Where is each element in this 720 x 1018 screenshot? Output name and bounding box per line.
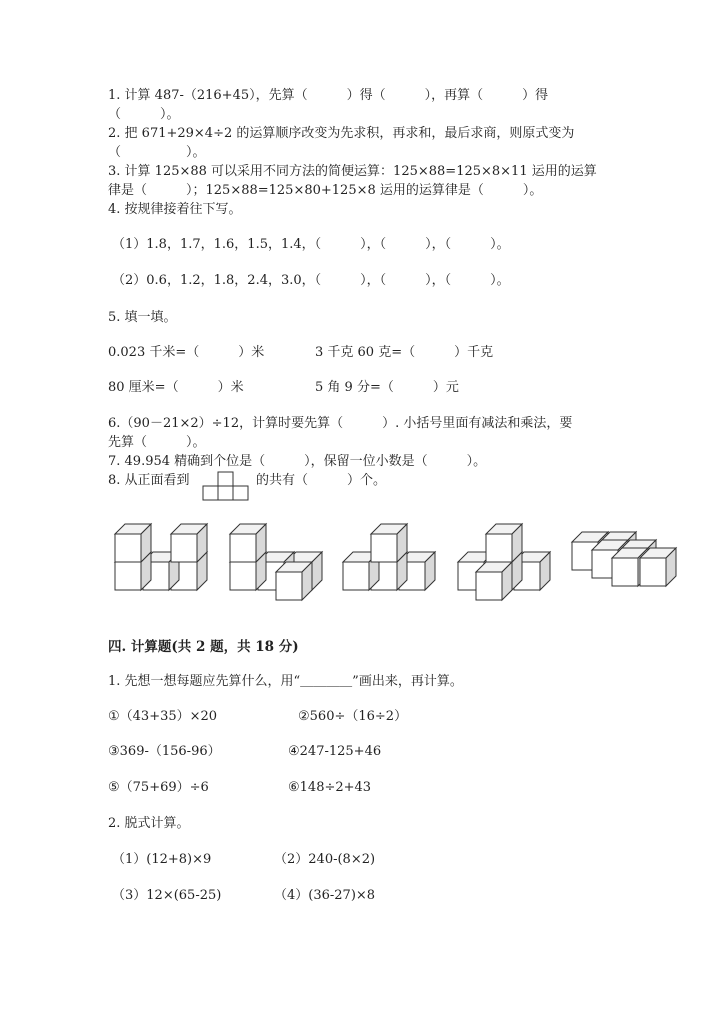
question-4-title: 4. 按规律接着往下写。 [108,202,242,217]
step-calc-item-3: （3）12×(65-25) [112,888,222,903]
step-calc-item-4: （4）(36-27)×8 [274,888,376,903]
question-4-part-2: （2）0.6，1.2，1.8，2.4，3.0，（ ），（ ），（ ）。 [112,273,510,288]
question-3-line-2: 律是（ ）；125×88=125×80+125×8 运用的运算律是（ ）。 [108,183,543,198]
question-6-line-2: 先算（ ）。 [108,435,206,450]
question-8-suffix: 的共有（ ）个。 [256,473,387,488]
step-calc-item-1: （1）(12+8)×9 [112,852,212,867]
calc-item-1: ①（43+35）×20 [108,709,218,724]
cube-figure-d [458,524,550,600]
calc-item-6: ⑥148÷2+43 [288,780,372,795]
calc-question-1-title: 1. 先想一想每题应先算什么，用“＿＿＿＿”画出来，再计算。 [108,674,463,689]
question-5-row-1-col-2: 3 千克 60 克=（ ）千克 [315,345,494,360]
cube-figure-e [572,532,676,586]
cube-figure-a [115,524,207,590]
question-1-line-1: 1. 计算 487-（216+45），先算（ ）得（ ），再算（ ）得 [108,88,549,103]
calc-question-2-title: 2. 脱式计算。 [108,816,190,831]
question-1-line-2: （ ）。 [108,107,180,122]
question-7: 7. 49.954 精确到个位是（ ），保留一位小数是（ ）。 [108,454,487,469]
front-view-figure [203,471,249,501]
question-6-line-1: 6.（90－21×2）÷12，计算时要先算（ ）. 小括号里面有减法和乘法，要 [108,416,573,431]
question-2-line-1: 2. 把 671+29×4÷2 的运算顺序改变为先求积，再求和，最后求商，则原式变为 [108,126,575,141]
calc-item-5: ⑤（75+69）÷6 [108,780,209,795]
question-5-row-1-col-1: 0.023 千米=（ ）米 [108,345,265,360]
section-4-heading: 四. 计算题(共 2 题，共 18 分) [108,639,299,655]
cube-figure-b [230,524,322,600]
question-4-part-1: （1）1.8，1.7，1.6，1.5，1.4，（ ），（ ），（ ）。 [112,237,510,252]
step-calc-item-2: （2）240-(8×2) [274,852,376,867]
calc-item-4: ④247-125+46 [288,744,382,759]
question-5-row-2-col-1: 80 厘米=（ ）米 [108,380,244,395]
question-8-prefix: 8. 从正面看到 [108,473,190,488]
question-5-row-2-col-2: 5 角 9 分=（ ）元 [315,380,459,395]
cube-figures [110,520,690,600]
question-5-title: 5. 填一填。 [108,310,177,325]
cube-figure-c [343,524,435,590]
question-2-line-2: （ ）。 [108,145,206,160]
calc-item-3: ③369-（156-96） [108,744,221,759]
calc-item-2: ②560÷（16÷2） [298,709,408,724]
question-3-line-1: 3. 计算 125×88 可以采用不同方法的简便运算：125×88=125×8×11 运用的运算 [108,164,597,179]
